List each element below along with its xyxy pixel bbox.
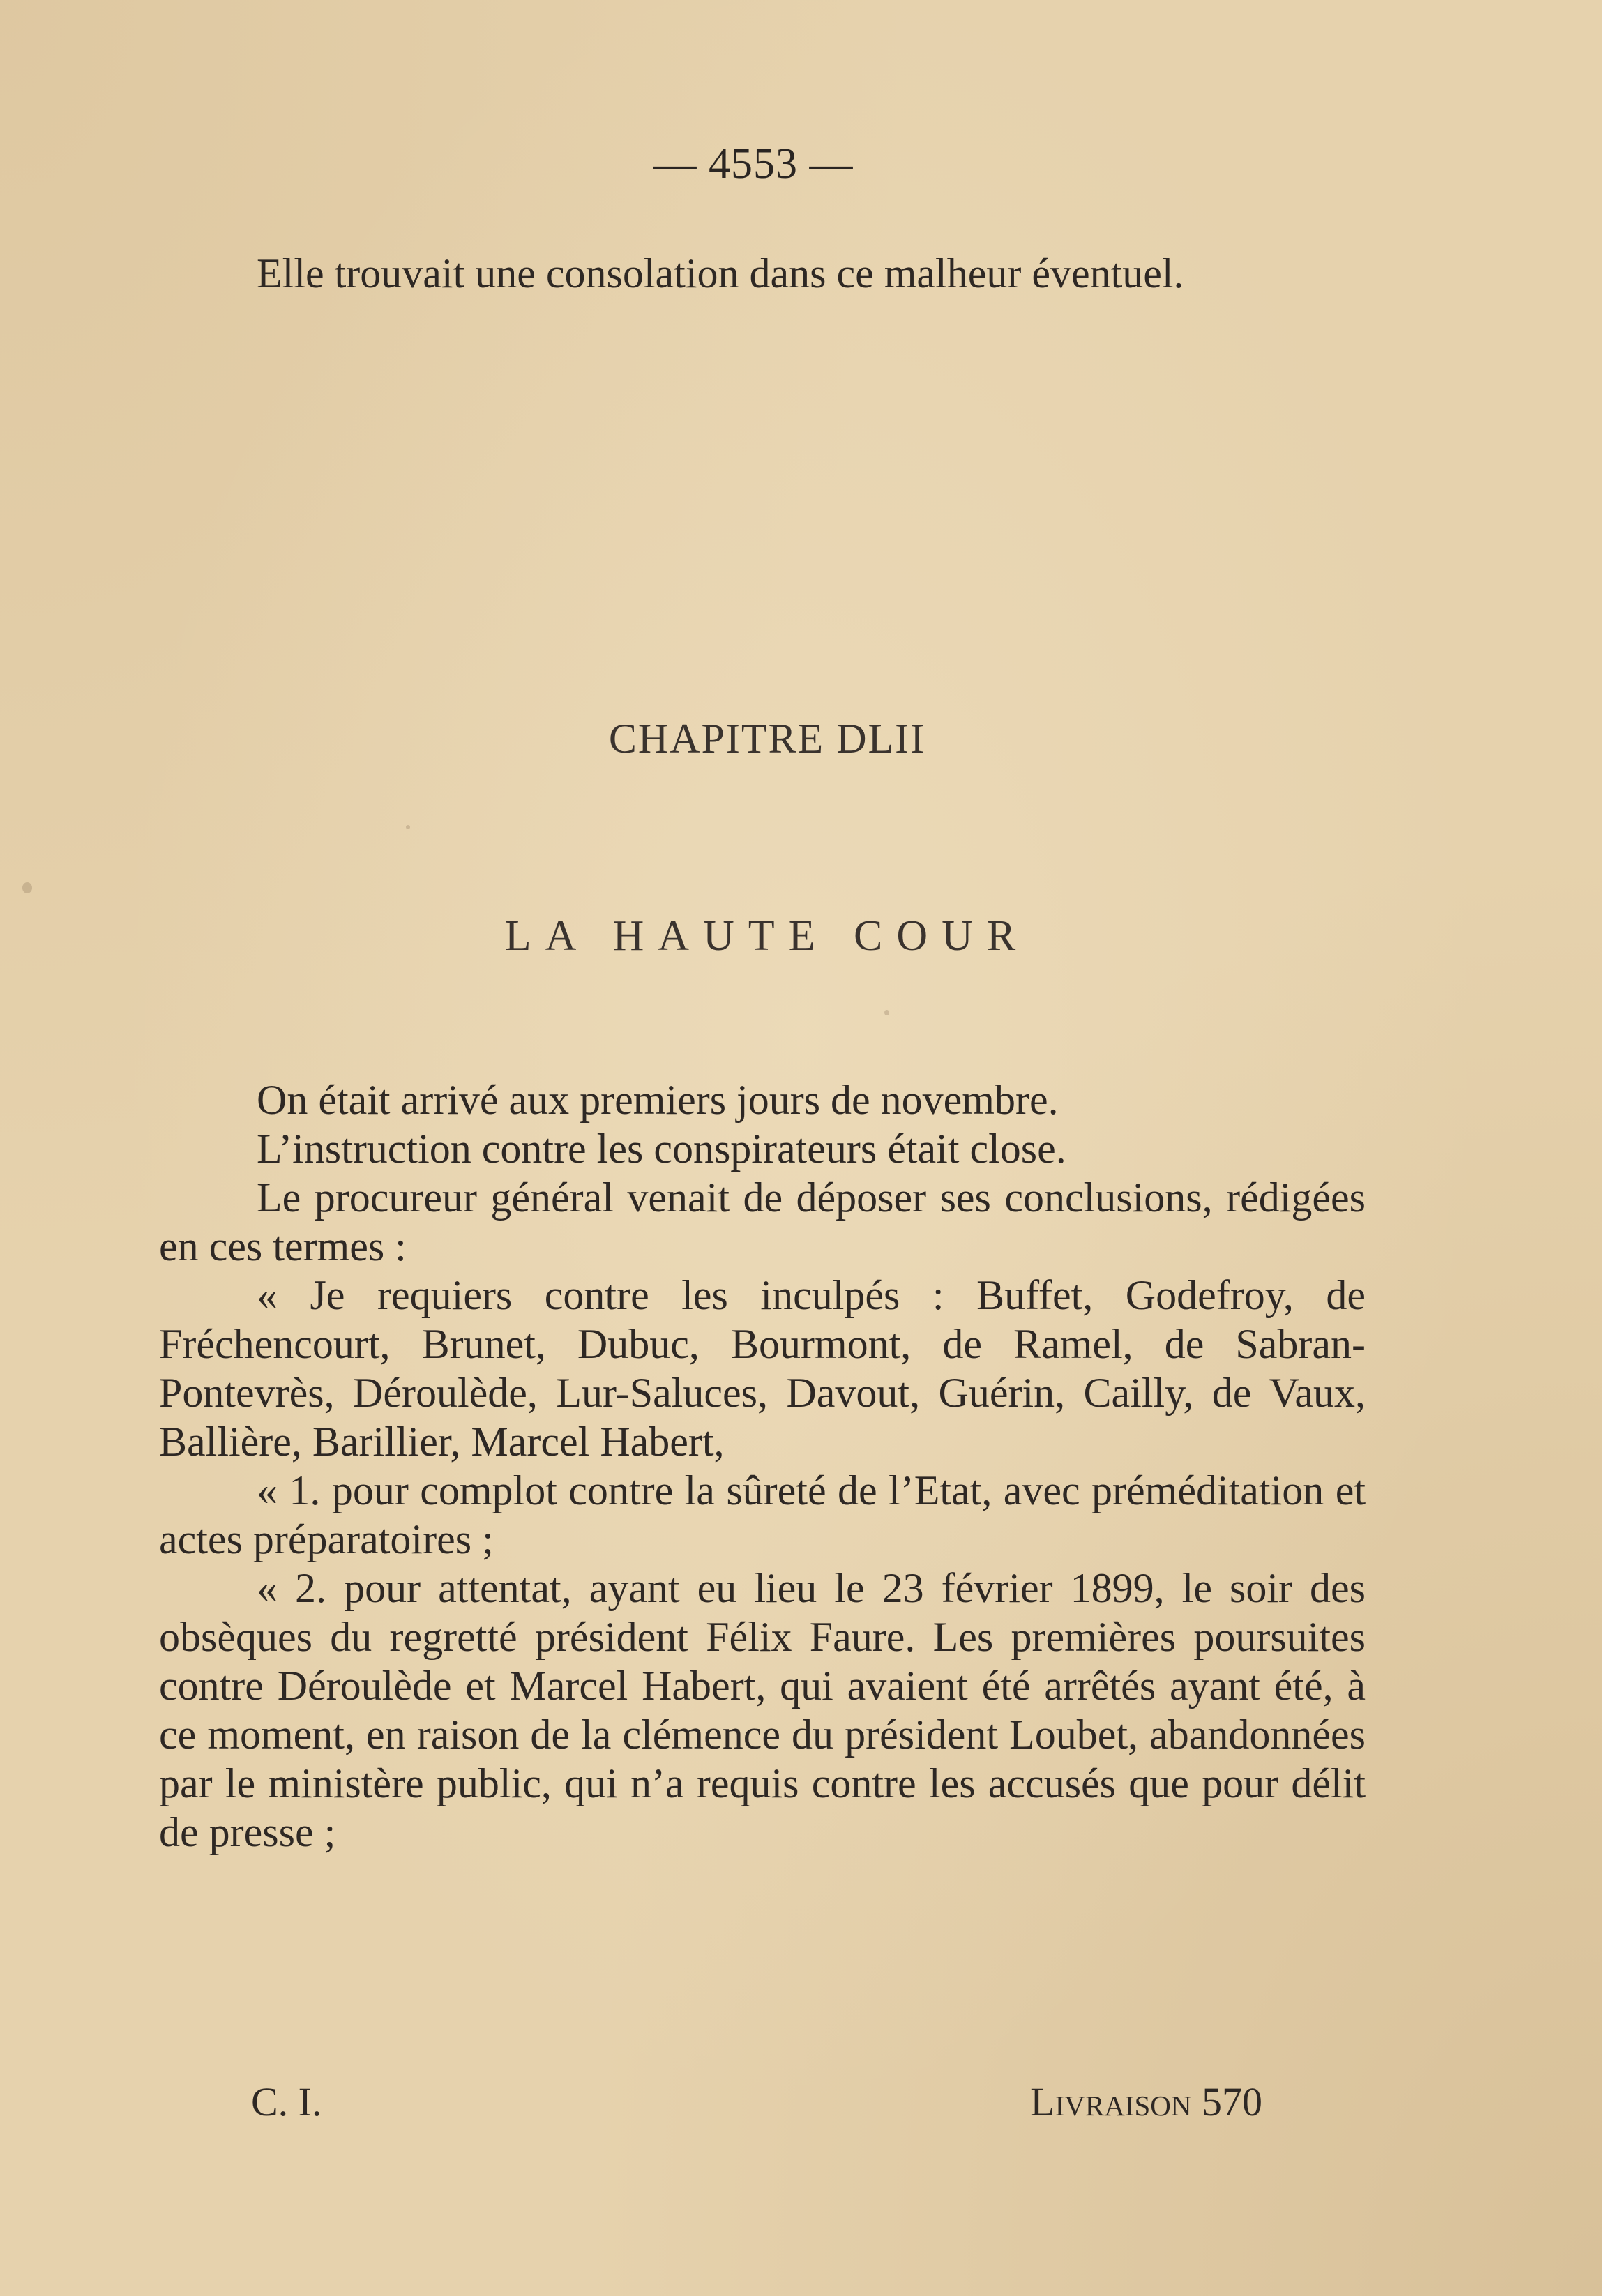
paragraph: « Je requiers contre les inculpés : Buffet, Godefroy, de Fréchencourt, Brunet, Dubuc, Bourmont, de Ramel, de Sabran-Pontevrès, Déroulède, Lur-Saluces, Davout, Guérin, Cailly, de Vaux, Ballière, Barillier, Marcel Habert, (159, 1272, 1366, 1465)
paragraph: On était arrivé aux premiers jours de novembre. (257, 1077, 1059, 1123)
paragraph: « 2. pour attentat, ayant eu lieu le 23 février 1899, le soir des obsèques du regretté président Félix Faure. Les premières poursuites contre Déroulède et Marcel Habert, qui avaient été arrêtés ayant été, à ce moment, en raison de la clémence du président Loubet, abandonnées par le ministère public, qui n’a requis contre les accusés que pour délit de presse ; (159, 1565, 1366, 1855)
main-text (159, 1075, 1366, 1857)
chapter-title: LA HAUTE COUR (504, 912, 1030, 960)
footer-livraison: Livraison 570 (1030, 2079, 1262, 2124)
intro-paragraph: Elle trouvait une consolation dans ce malheur éventuel. (257, 250, 1184, 296)
intro-text (159, 249, 1366, 298)
paper-spot (406, 825, 410, 829)
chapter-number: CHAPITRE DLII (608, 716, 926, 762)
paragraph: L’instruction contre les conspirateurs était close. (257, 1126, 1066, 1172)
page-number: — 4553 — (653, 140, 854, 188)
paper-spot (884, 1010, 889, 1015)
paragraph: Le procureur général venait de déposer ses conclusions, rédigées en ces termes : (159, 1175, 1366, 1269)
paper-spot (22, 882, 32, 893)
footer-signature: C. I. (251, 2079, 322, 2124)
paragraph: « 1. pour complot contre la sûreté de l’Etat, avec préméditation et actes préparatoires ; (159, 1467, 1366, 1562)
